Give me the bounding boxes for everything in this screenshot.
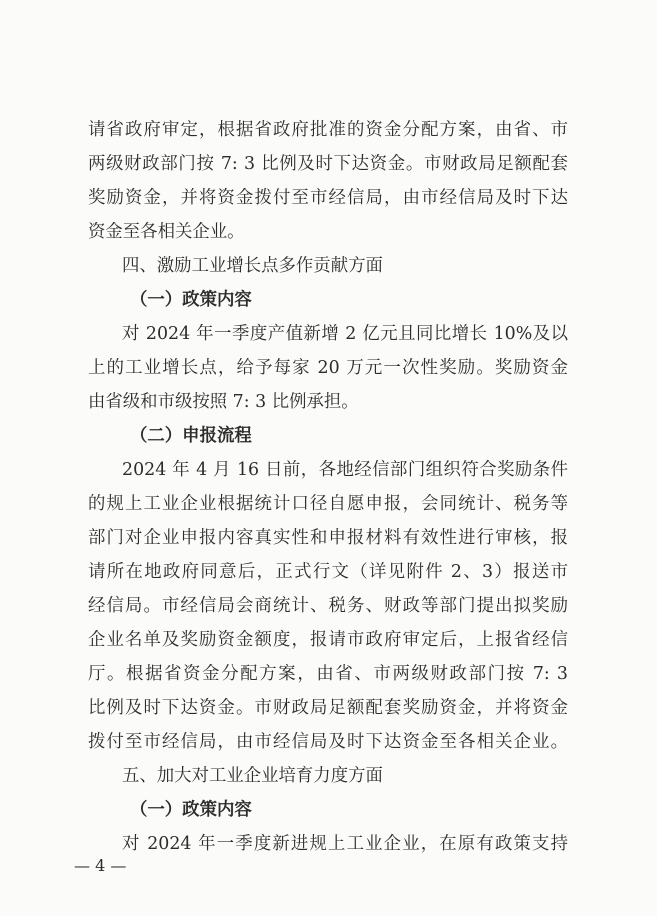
paragraph-line: 经信局。市经信局会商统计、税务、财政等部门提出拟奖励: [88, 596, 568, 616]
paragraph-line: 资金至各相关企业。: [88, 222, 245, 242]
subsection-heading: （一）政策内容: [130, 800, 252, 820]
paragraph-line: 请所在地政府同意后，正式行文（详见附件 2、3）报送市: [88, 562, 568, 582]
paragraph-line: 的规上工业企业根据统计口径自愿申报，会同统计、税务等: [88, 494, 568, 514]
section-heading: 五、加大对工业企业培育力度方面: [122, 766, 383, 786]
page-number: — 4 —: [74, 856, 127, 875]
paragraph-line: 奖励资金，并将资金拨付至市经信局，由市经信局及时下达: [88, 188, 568, 208]
paragraph-line: 由省级和市级按照 7: 3 比例承担。: [88, 392, 359, 412]
paragraph-line: 对 2024 年一季度新进规上工业企业，在原有政策支持: [122, 834, 568, 854]
paragraph-line: 对 2024 年一季度产值新增 2 亿元且同比增长 10%及以: [122, 324, 568, 344]
paragraph-line: 拨付至市经信局，由市经信局及时下达资金至各相关企业。: [88, 732, 568, 752]
paragraph-line: 上的工业增长点，给予每家 20 万元一次性奖励。奖励资金: [88, 358, 568, 378]
subsection-heading: （一）政策内容: [130, 290, 252, 310]
paragraph-line: 企业名单及奖励资金额度，报请市政府审定后，上报省经信: [88, 630, 568, 650]
paragraph-line: 厅。根据省资金分配方案，由省、市两级财政部门按 7: 3: [88, 664, 568, 684]
paragraph-line: 部门对企业申报内容真实性和申报材料有效性进行审核，报: [88, 528, 568, 548]
subsection-heading: （二）申报流程: [130, 426, 252, 446]
section-heading: 四、激励工业增长点多作贡献方面: [122, 256, 383, 276]
paragraph-line: 请省政府审定，根据省政府批准的资金分配方案，由省、市: [88, 120, 568, 140]
paragraph-line: 两级财政部门按 7: 3 比例及时下达资金。市财政局足额配套: [88, 154, 568, 174]
paragraph-line: 2024 年 4 月 16 日前，各地经信部门组织符合奖励条件: [122, 460, 568, 480]
paragraph-line: 比例及时下达资金。市财政局足额配套奖励资金，并将资金: [88, 698, 568, 718]
